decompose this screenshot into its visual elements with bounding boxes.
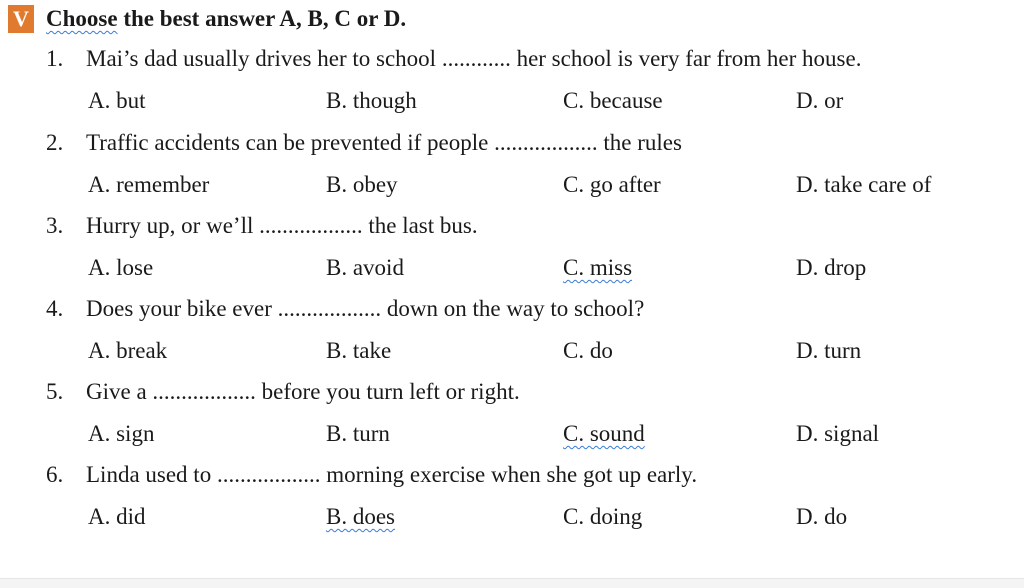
option-a[interactable]: A. break <box>88 338 168 363</box>
option-c[interactable]: C. doing <box>563 504 643 529</box>
question-number: 6. <box>46 462 64 487</box>
answer-blank[interactable]: .................. <box>152 379 256 404</box>
question-number: 4. <box>46 296 64 321</box>
option-b[interactable]: B. though <box>326 88 417 113</box>
answer-blank[interactable]: ............ <box>441 46 511 71</box>
section-title <box>46 6 406 32</box>
option-d[interactable]: D. signal <box>796 421 880 446</box>
question-6 <box>46 462 697 488</box>
option-c[interactable]: C. sound <box>563 421 645 446</box>
question-number: 5. <box>46 379 64 404</box>
option-b[interactable]: B. avoid <box>326 255 404 280</box>
option-b[interactable]: B. turn <box>326 421 390 446</box>
option-a[interactable]: A. lose <box>88 255 154 280</box>
section-title-first-word: Choose <box>46 6 118 31</box>
section-title-rest: the best answer A, B, C or D. <box>117 6 407 31</box>
option-a[interactable]: A. did <box>88 504 146 529</box>
question-text-before: Give a <box>86 379 153 404</box>
question-text-before: Traffic accidents can be prevented if people <box>86 130 495 155</box>
option-c[interactable]: C. because <box>563 88 663 113</box>
question-number: 1. <box>46 46 64 71</box>
option-c[interactable]: C. miss <box>563 255 633 280</box>
option-d[interactable]: D. turn <box>796 338 862 363</box>
question-1 <box>46 46 861 72</box>
question-text-before: Does your bike ever <box>86 296 278 321</box>
option-d[interactable]: D. drop <box>796 255 867 280</box>
question-text-after: the rules <box>597 130 682 155</box>
question-text-after: the last bus. <box>362 213 478 238</box>
option-a[interactable]: A. remember <box>88 172 210 197</box>
question-text-after: her school is very far from her house. <box>510 46 862 71</box>
option-d[interactable]: D. or <box>796 88 844 113</box>
question-text-before: Linda used to <box>86 462 217 487</box>
option-a[interactable]: A. sign <box>88 421 155 446</box>
question-text-before: Hurry up, or we’ll <box>86 213 260 238</box>
option-d[interactable]: D. do <box>796 504 848 529</box>
answer-blank[interactable]: .................. <box>277 296 382 321</box>
option-c[interactable]: C. go after <box>563 172 661 197</box>
question-4 <box>46 296 644 322</box>
question-number: 3. <box>46 213 64 238</box>
option-b[interactable]: B. does <box>326 504 395 529</box>
question-5 <box>46 379 520 405</box>
question-number: 2. <box>46 130 64 155</box>
section-number-badge: V <box>8 5 34 33</box>
question-text-before: Mai’s dad usually drives her to school <box>86 46 442 71</box>
question-2 <box>46 130 682 156</box>
option-b[interactable]: B. take <box>326 338 392 363</box>
option-a[interactable]: A. but <box>88 88 146 113</box>
question-text-after: down on the way to school? <box>381 296 645 321</box>
option-b[interactable]: B. obey <box>326 172 398 197</box>
question-text-after: before you turn left or right. <box>255 379 520 404</box>
question-text-after: morning exercise when she got up early. <box>320 462 698 487</box>
option-c[interactable]: C. do <box>563 338 613 363</box>
section-header <box>8 4 406 34</box>
answer-blank[interactable]: .................. <box>216 462 321 487</box>
answer-blank[interactable]: .................. <box>494 130 598 155</box>
option-d[interactable]: D. take care of <box>796 172 932 197</box>
question-3 <box>46 213 478 239</box>
answer-blank[interactable]: .................. <box>259 213 363 238</box>
